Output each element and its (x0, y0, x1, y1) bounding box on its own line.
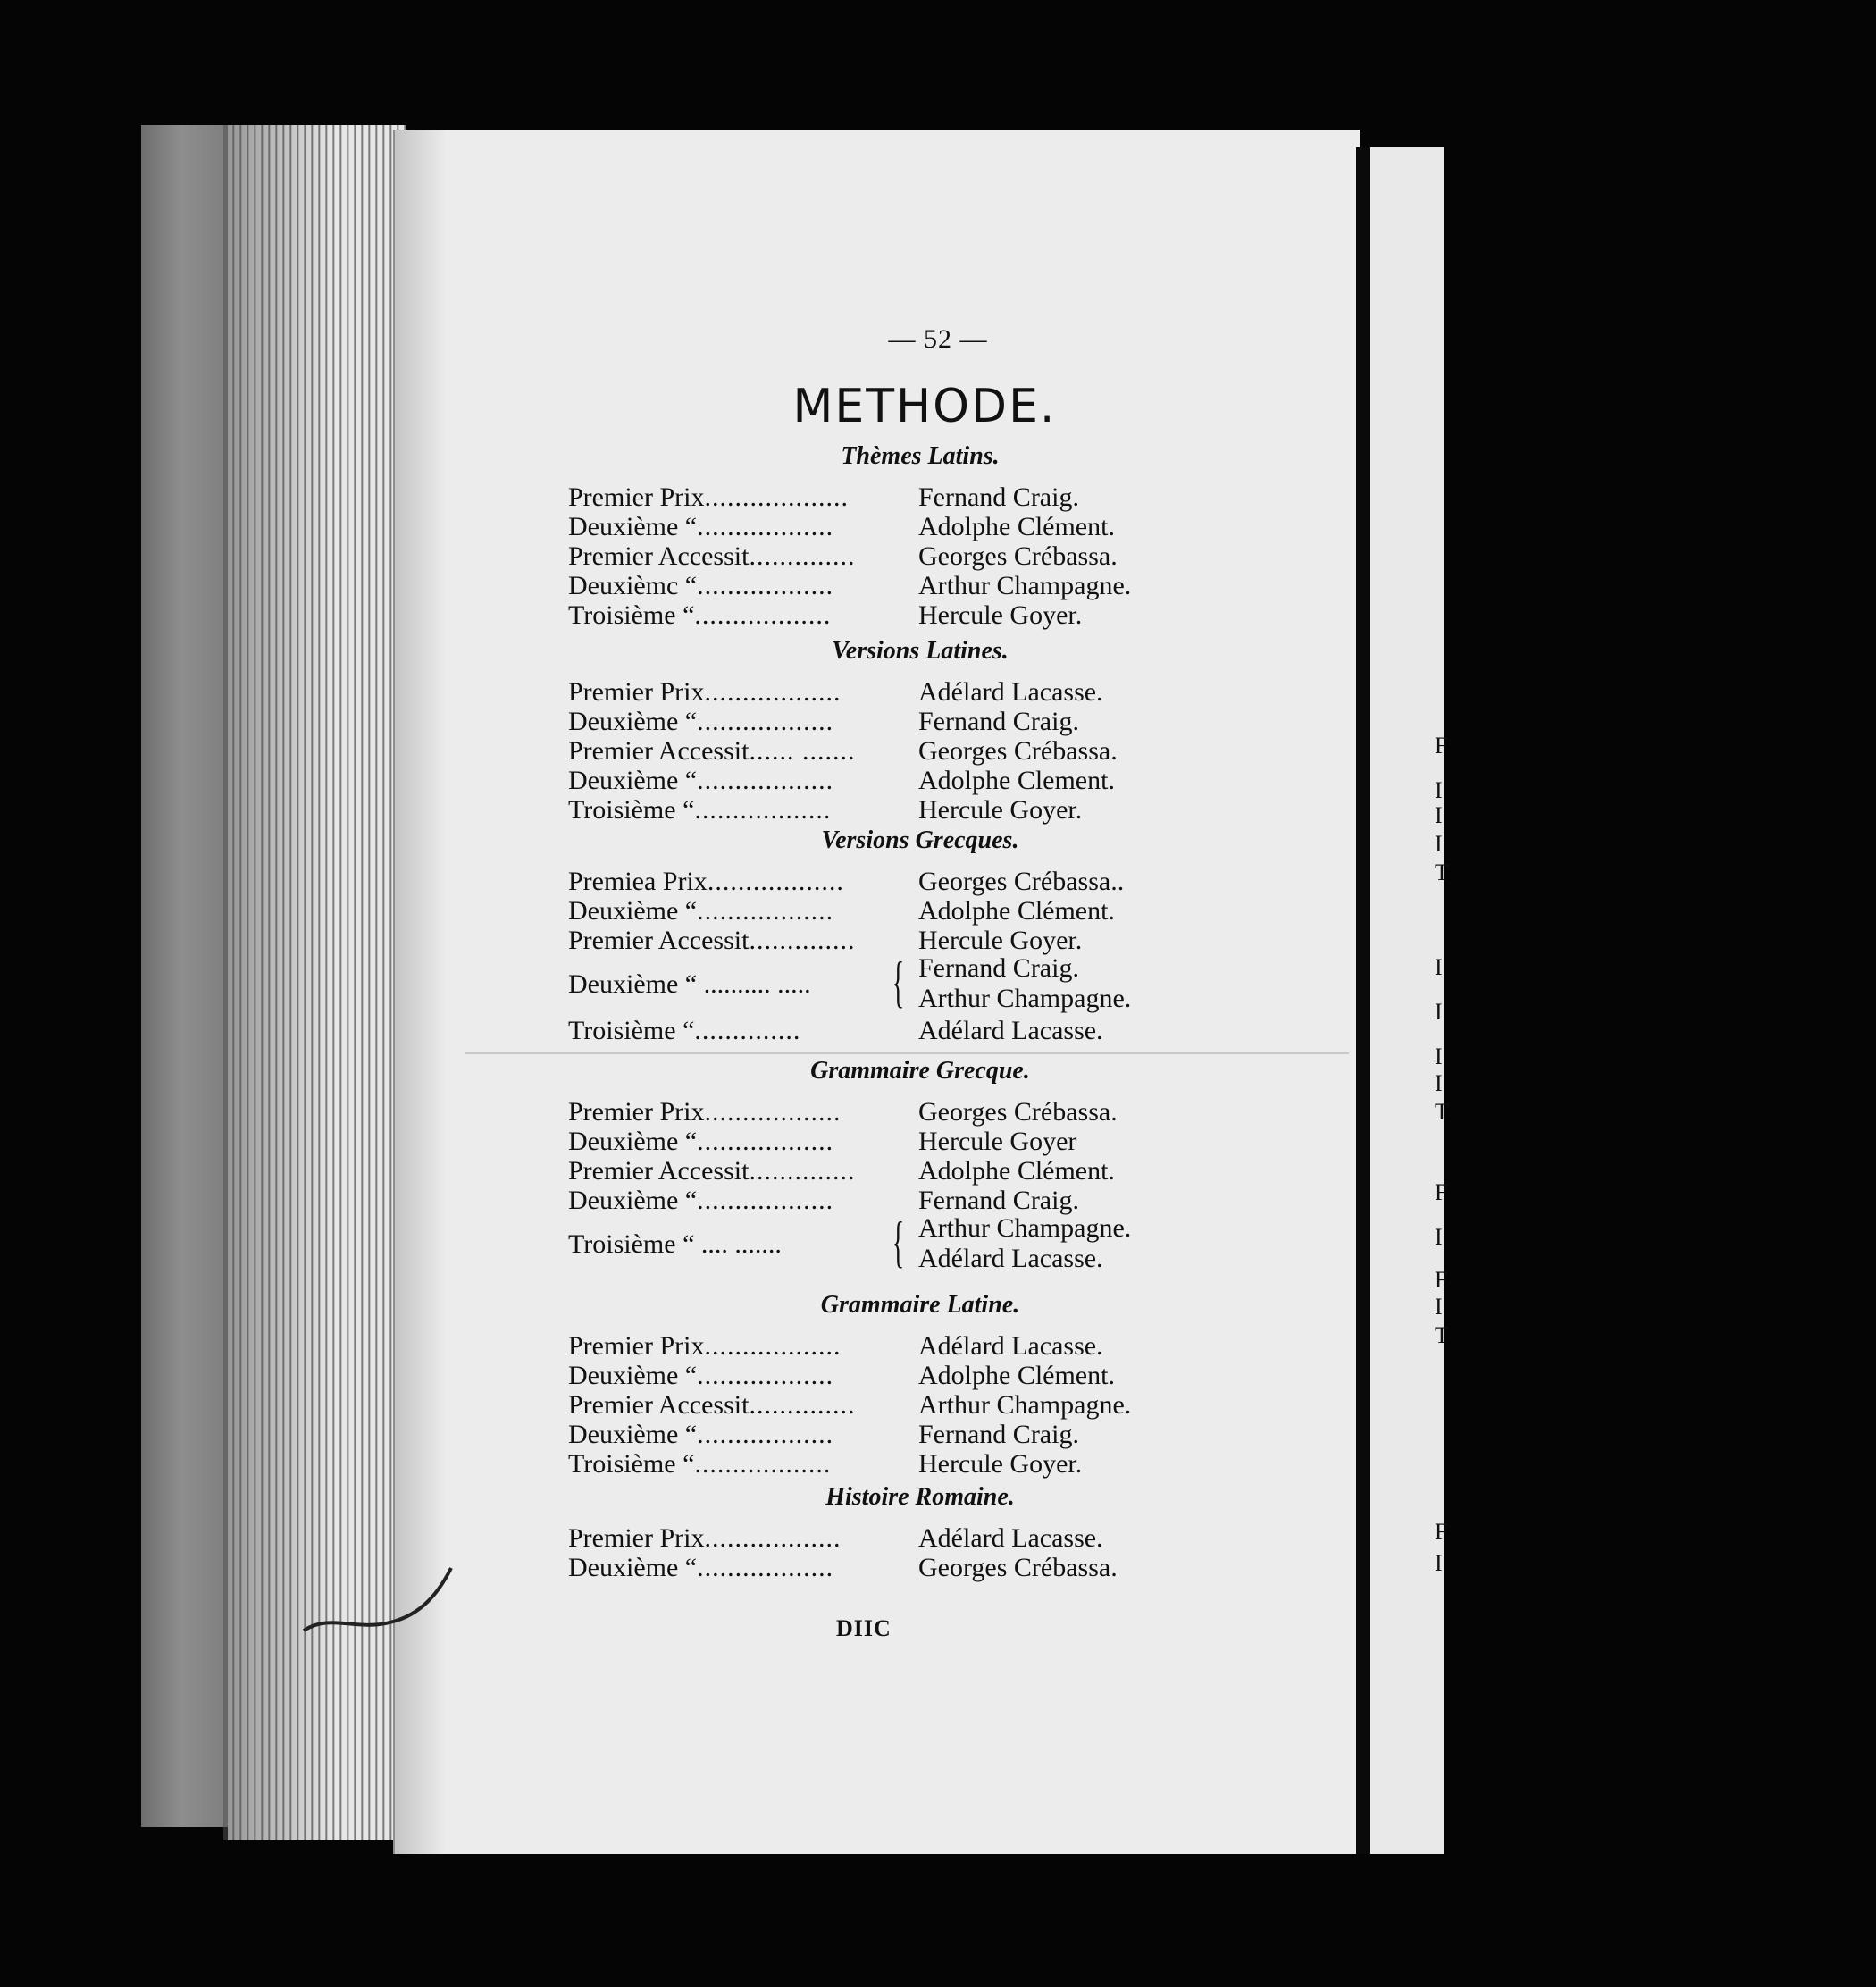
prize-position: Premier Accessit (568, 1156, 750, 1186)
section-heading: Grammaire Latine. (820, 1291, 1020, 1319)
prize-winner: Adolphe Clément. (918, 1361, 1115, 1390)
prize-entry (568, 482, 1211, 512)
leader-dots: .................. (697, 896, 834, 926)
prize-winner: Hercule Goyer. (918, 926, 1083, 955)
leader-dots: .................. (704, 677, 842, 707)
prize-winner: Adolphe Clément. (918, 1156, 1115, 1186)
leader-dots: .................. (697, 1186, 834, 1215)
leader-dots: .................. (704, 1097, 842, 1127)
prize-winner: Hercule Goyer. (918, 600, 1083, 630)
facing-page-letter: I (1435, 1550, 1443, 1576)
prize-winner: Arthur Champagne. (918, 984, 1132, 1013)
leader-dots: .................. (694, 1449, 832, 1479)
facing-page-letter: I (1435, 954, 1443, 980)
prize-winner: Adélard Lacasse. (918, 1331, 1103, 1361)
prize-entry (568, 1331, 1211, 1361)
facing-page-letter: I (1435, 1044, 1443, 1069)
prize-position: Deuxième “ (568, 1361, 698, 1390)
prize-winner: Fernand Craig. (918, 707, 1079, 736)
prize-entry (568, 1523, 1211, 1553)
leader-dots: .............. (749, 1390, 856, 1420)
section-heading: Versions Latines. (832, 637, 1009, 665)
prize-entry (568, 1016, 1211, 1045)
prize-position: Deuxième “ (568, 766, 698, 795)
section-heading: Thèmes Latins. (841, 442, 1000, 470)
prize-winner: Adolphe Clément. (918, 896, 1115, 926)
prize-winner: Adélard Lacasse. (918, 1244, 1103, 1273)
prize-position: Deuxième “ (568, 1127, 698, 1156)
prize-position: Premier Prix (568, 1331, 705, 1361)
prize-position: Premier Prix (568, 677, 705, 707)
prize-winner: Adélard Lacasse. (918, 1523, 1103, 1553)
leader-dots: .............. (694, 1016, 801, 1045)
leader-dots: ................... (704, 482, 849, 512)
prize-entry (568, 1553, 1211, 1582)
prize-winner: Adolphe Clément. (918, 512, 1115, 541)
section-heading: Versions Grecques. (821, 826, 1019, 854)
prize-winner: Arthur Champagne. (918, 1213, 1132, 1243)
prize-entry-tied (568, 950, 1247, 1014)
prize-position: Premier Prix (568, 482, 705, 512)
facing-page-letter: F (1435, 733, 1448, 759)
prize-entry (568, 867, 1211, 896)
prize-entry (568, 795, 1211, 825)
prize-position: Premier Accessit (568, 541, 750, 571)
prize-position: Troisième “ .... ....... (568, 1229, 782, 1259)
prize-entry (568, 677, 1211, 707)
leader-dots: .................. (697, 1361, 834, 1390)
prize-position: Premier Prix (568, 1097, 705, 1127)
facing-page-letter: I (1435, 1294, 1443, 1320)
prize-position: Deuxième “ (568, 896, 698, 926)
prize-position: Premiea Prix (568, 867, 708, 896)
prize-position: Premier Accessit (568, 926, 750, 955)
facing-page-letter: I (1435, 1070, 1443, 1096)
prize-position: Troisième “ (568, 600, 695, 630)
facing-page-letter: F (1435, 1179, 1448, 1205)
facing-page-letter: I (1435, 802, 1443, 828)
prize-winner: Adolphe Clement. (918, 766, 1115, 795)
prize-entry (568, 1186, 1211, 1215)
prize-entry (568, 1156, 1211, 1186)
prize-entry (568, 1420, 1211, 1449)
prize-winner: Adélard Lacasse. (918, 1016, 1103, 1045)
leader-dots: .................. (697, 1553, 834, 1582)
prize-entry (568, 766, 1211, 795)
prize-position: Deuxième “ (568, 707, 698, 736)
prize-position: Premier Accessit (568, 736, 750, 766)
prize-winner: Hercule Goyer (918, 1127, 1077, 1156)
prize-position: Premier Prix (568, 1523, 705, 1553)
prize-winner: Hercule Goyer. (918, 795, 1083, 825)
leader-dots: .............. (749, 926, 856, 955)
prize-entry (568, 600, 1211, 630)
prize-position: Deuxième “ .......... ..... (568, 969, 811, 999)
leader-dots: .................. (707, 867, 844, 896)
section-heading: Grammaire Grecque. (810, 1057, 1030, 1085)
facing-page-letter: I (1435, 777, 1443, 803)
leader-dots: .............. (749, 541, 856, 571)
prize-entry (568, 926, 1211, 955)
pencil-mark-icon (295, 1559, 473, 1648)
section-heading: Histoire Romaine. (825, 1483, 1015, 1511)
facing-page-letter: I (1435, 1224, 1443, 1250)
page-fold-line (465, 1052, 1349, 1054)
prize-entry (568, 512, 1211, 541)
leader-dots: .................. (704, 1523, 842, 1553)
prize-winner: Hercule Goyer. (918, 1449, 1083, 1479)
page-title: METHODE. (792, 380, 1057, 433)
prize-position: Troisième “ (568, 1449, 695, 1479)
prize-position: Deuxième “ (568, 1186, 698, 1215)
footer-printer-mark: DIIC (836, 1615, 892, 1641)
facing-page-letter: T (1435, 1099, 1449, 1125)
leader-dots: .................. (694, 795, 832, 825)
prize-entry (568, 736, 1211, 766)
prize-entry (568, 1127, 1211, 1156)
prize-entry (568, 1390, 1211, 1420)
prize-winner: Georges Crébassa. (918, 1553, 1118, 1582)
leader-dots: .............. (749, 1156, 856, 1186)
leader-dots: .................. (694, 600, 832, 630)
prize-winner: Georges Crébassa.. (918, 867, 1125, 896)
leader-dots: .................. (697, 766, 834, 795)
prize-winner: Fernand Craig. (918, 1420, 1079, 1449)
facing-page-letter: I (1435, 831, 1443, 857)
leader-dots: .................. (697, 1127, 834, 1156)
prize-winner: Fernand Craig. (918, 482, 1079, 512)
facing-page-letter: T (1435, 859, 1449, 885)
brace-icon: { (892, 950, 905, 1013)
prize-position: Premier Accessit (568, 1390, 750, 1420)
leader-dots: .................. (704, 1331, 842, 1361)
leader-dots: .................. (697, 512, 834, 541)
prize-entry (568, 1361, 1211, 1390)
prize-position: Troisième “ (568, 795, 695, 825)
prize-winner: Georges Crébassa. (918, 1097, 1118, 1127)
prize-winner: Adélard Lacasse. (918, 677, 1103, 707)
brace-icon: { (892, 1210, 905, 1273)
prize-winner: Fernand Craig. (918, 1186, 1079, 1215)
prize-winner: Arthur Champagne. (918, 571, 1132, 600)
prize-position: Troisième “ (568, 1016, 695, 1045)
facing-page-letter: F (1435, 1519, 1448, 1545)
prize-position: Deuxième “ (568, 1420, 698, 1449)
prize-winner: Arthur Champagne. (918, 1390, 1132, 1420)
prize-entry (568, 541, 1211, 571)
prize-position: Deuxième “ (568, 512, 698, 541)
prize-winner: Fernand Craig. (918, 953, 1079, 983)
page-number: — 52 — (888, 324, 988, 354)
prize-entry (568, 571, 1211, 600)
facing-page-letter: I (1435, 999, 1443, 1025)
prize-position: Deuxièmc “ (568, 571, 698, 600)
prize-entry (568, 1097, 1211, 1127)
leader-dots: .................. (697, 571, 834, 600)
prize-entry (568, 707, 1211, 736)
facing-page-letter: F (1435, 1267, 1448, 1293)
prize-winner: Georges Crébassa. (918, 736, 1118, 766)
leader-dots: .................. (697, 707, 834, 736)
facing-page-letter: T (1435, 1322, 1449, 1348)
prize-entry (568, 896, 1211, 926)
leader-dots: ...... ....... (749, 736, 856, 766)
leader-dots: .................. (697, 1420, 834, 1449)
prize-entry-tied (568, 1210, 1247, 1274)
prize-position: Deuxième “ (568, 1553, 698, 1582)
prize-entry (568, 1449, 1211, 1479)
prize-winner: Georges Crébassa. (918, 541, 1118, 571)
